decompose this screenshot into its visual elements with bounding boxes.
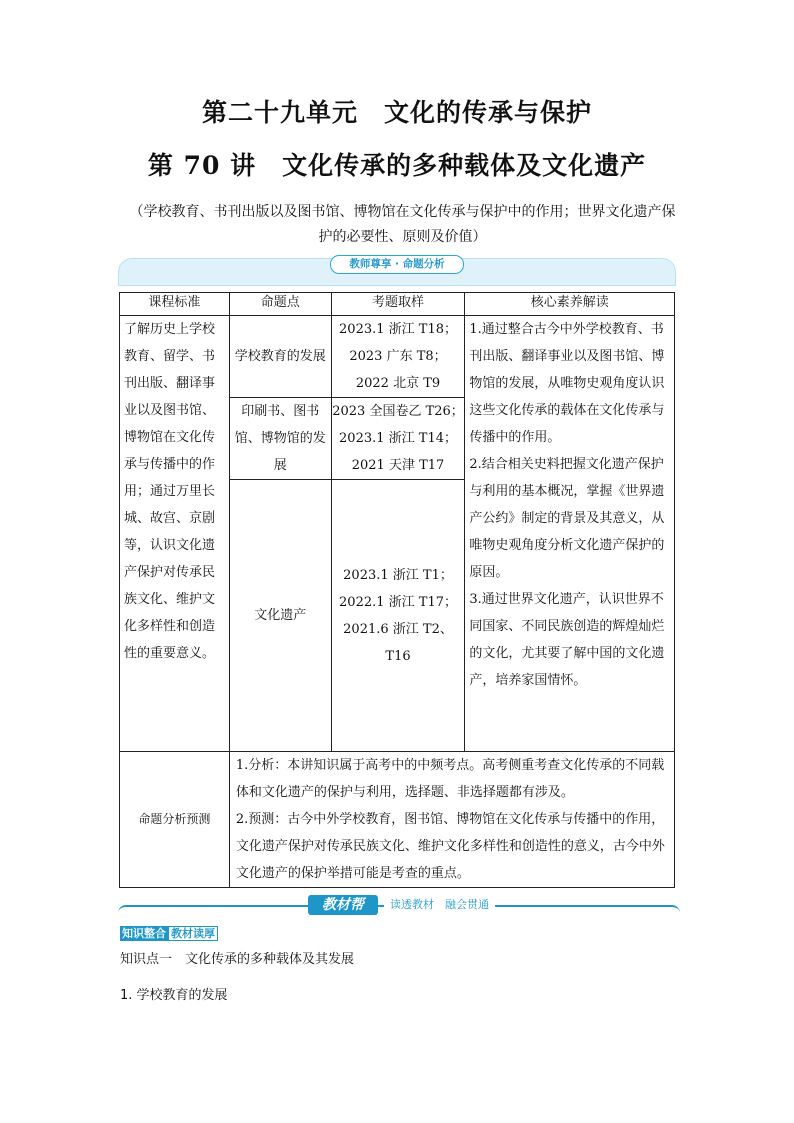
sample-cell [331, 398, 465, 480]
core-item: 3.通过世界文化遗产，认识世界不同国家、不同民族创造的辉煌灿烂的文化，尤其要了解中国的文化遗产，培养家国情怀。 [469, 592, 665, 688]
header-cell: 课程标准 [120, 293, 230, 316]
sample-item: 2023.1 浙江 T1； [343, 567, 453, 583]
sample-item: 2023 广东 T8； [349, 349, 447, 364]
textbook-section-banner [118, 895, 680, 919]
core-literacy-cell [465, 316, 675, 752]
proposition-point-cell: 印刷书、图书馆、博物馆的发展 [229, 398, 331, 480]
forecast-item: 2.预测：古今中外学校教育，图书馆、博物馆在文化传承与传播中的作用，文化遗产保护对传承民族文化、维护文化多样性和创造性的意义，古今中外文化遗产的保护举措可能是考查的重点。 [235, 812, 665, 881]
lecture-title: 第 70 讲 文化传承的多种载体及文化遗产 [147, 151, 647, 180]
proposition-point-cell: 文化遗产 [229, 480, 331, 752]
forecast-item: 1.分析：本讲知识属于高考中的中频考点。高考侧重考查文化传承的不同载体和文化遗产的保护与利用，选择题、非选择题都有涉及。 [235, 758, 665, 800]
sample-item: 2021 天津 T17 [351, 458, 445, 473]
section-slogan: 读透教材 融会贯通 [384, 896, 495, 914]
knowledge-tags [120, 926, 218, 941]
analysis-table [119, 292, 675, 888]
section-tag: 教材帮 [308, 895, 378, 915]
header-cell: 命题点 [229, 293, 331, 316]
unit-title: 第二十九单元 文化的传承与保护 [201, 98, 592, 127]
course-standard-cell: 了解历史上学校教育、留学、书刊出版、翻译事业以及图书馆、博物馆在文化传承与传播中的作用；通过万里长城、故宫、京剧等，认识文化遗产保护对传承民族文化、维护文化多样性和创造性的重要意义。 [120, 316, 230, 752]
forecast-label: 命题分析预测 [120, 752, 230, 888]
header-cell: 考题取样 [331, 293, 465, 316]
tag-textbook: 教材读厚 [168, 926, 218, 941]
knowledge-point-heading: 知识点一 文化传承的多种载体及其发展 [120, 952, 355, 967]
forecast-row [120, 752, 675, 888]
sample-item: 2023.1 浙江 T18； [339, 322, 457, 337]
proposition-point-cell: 学校教育的发展 [229, 316, 331, 398]
sample-item: 2022.1 浙江 T17； [339, 594, 457, 610]
lecture-subtitle: （学校教育、书刊出版以及图书馆、博物馆在文化传承与保护中的作用；世界文化遗产保护的必要性、原则及价值） [129, 204, 676, 245]
sample-item: 2023.1 浙江 T14； [339, 431, 457, 446]
forecast-cell [229, 752, 674, 888]
subheading: 1. 学校教育的发展 [120, 988, 228, 1003]
core-item: 1.通过整合古今中外学校教育、书刊出版、翻译事业以及图书馆、博物馆的发展，从唯物史观角度认识这些文化传承的载体在文化传承与传播中的作用。 [469, 322, 665, 445]
table-row [120, 316, 675, 398]
sample-item: 2023 全国卷乙 T26； [332, 404, 464, 419]
sample-item: 2022 北京 T9 [355, 376, 441, 391]
core-item: 2.结合相关史料把握文化遗产保护与利用的基本概况，掌握《世界遗产公约》制定的背景及其意义，从唯物史观角度分析文化遗产保护的原因。 [469, 457, 665, 580]
table-header-row [120, 293, 675, 316]
sample-item: 2021.6 浙江 T2、T16 [343, 621, 453, 664]
header-cell: 核心素养解读 [465, 293, 675, 316]
teacher-banner-tag: 教师尊享 · 命题分析 [330, 255, 464, 274]
tag-integration: 知识整合 [122, 927, 166, 940]
sample-cell [331, 316, 465, 398]
sample-cell [331, 480, 465, 752]
